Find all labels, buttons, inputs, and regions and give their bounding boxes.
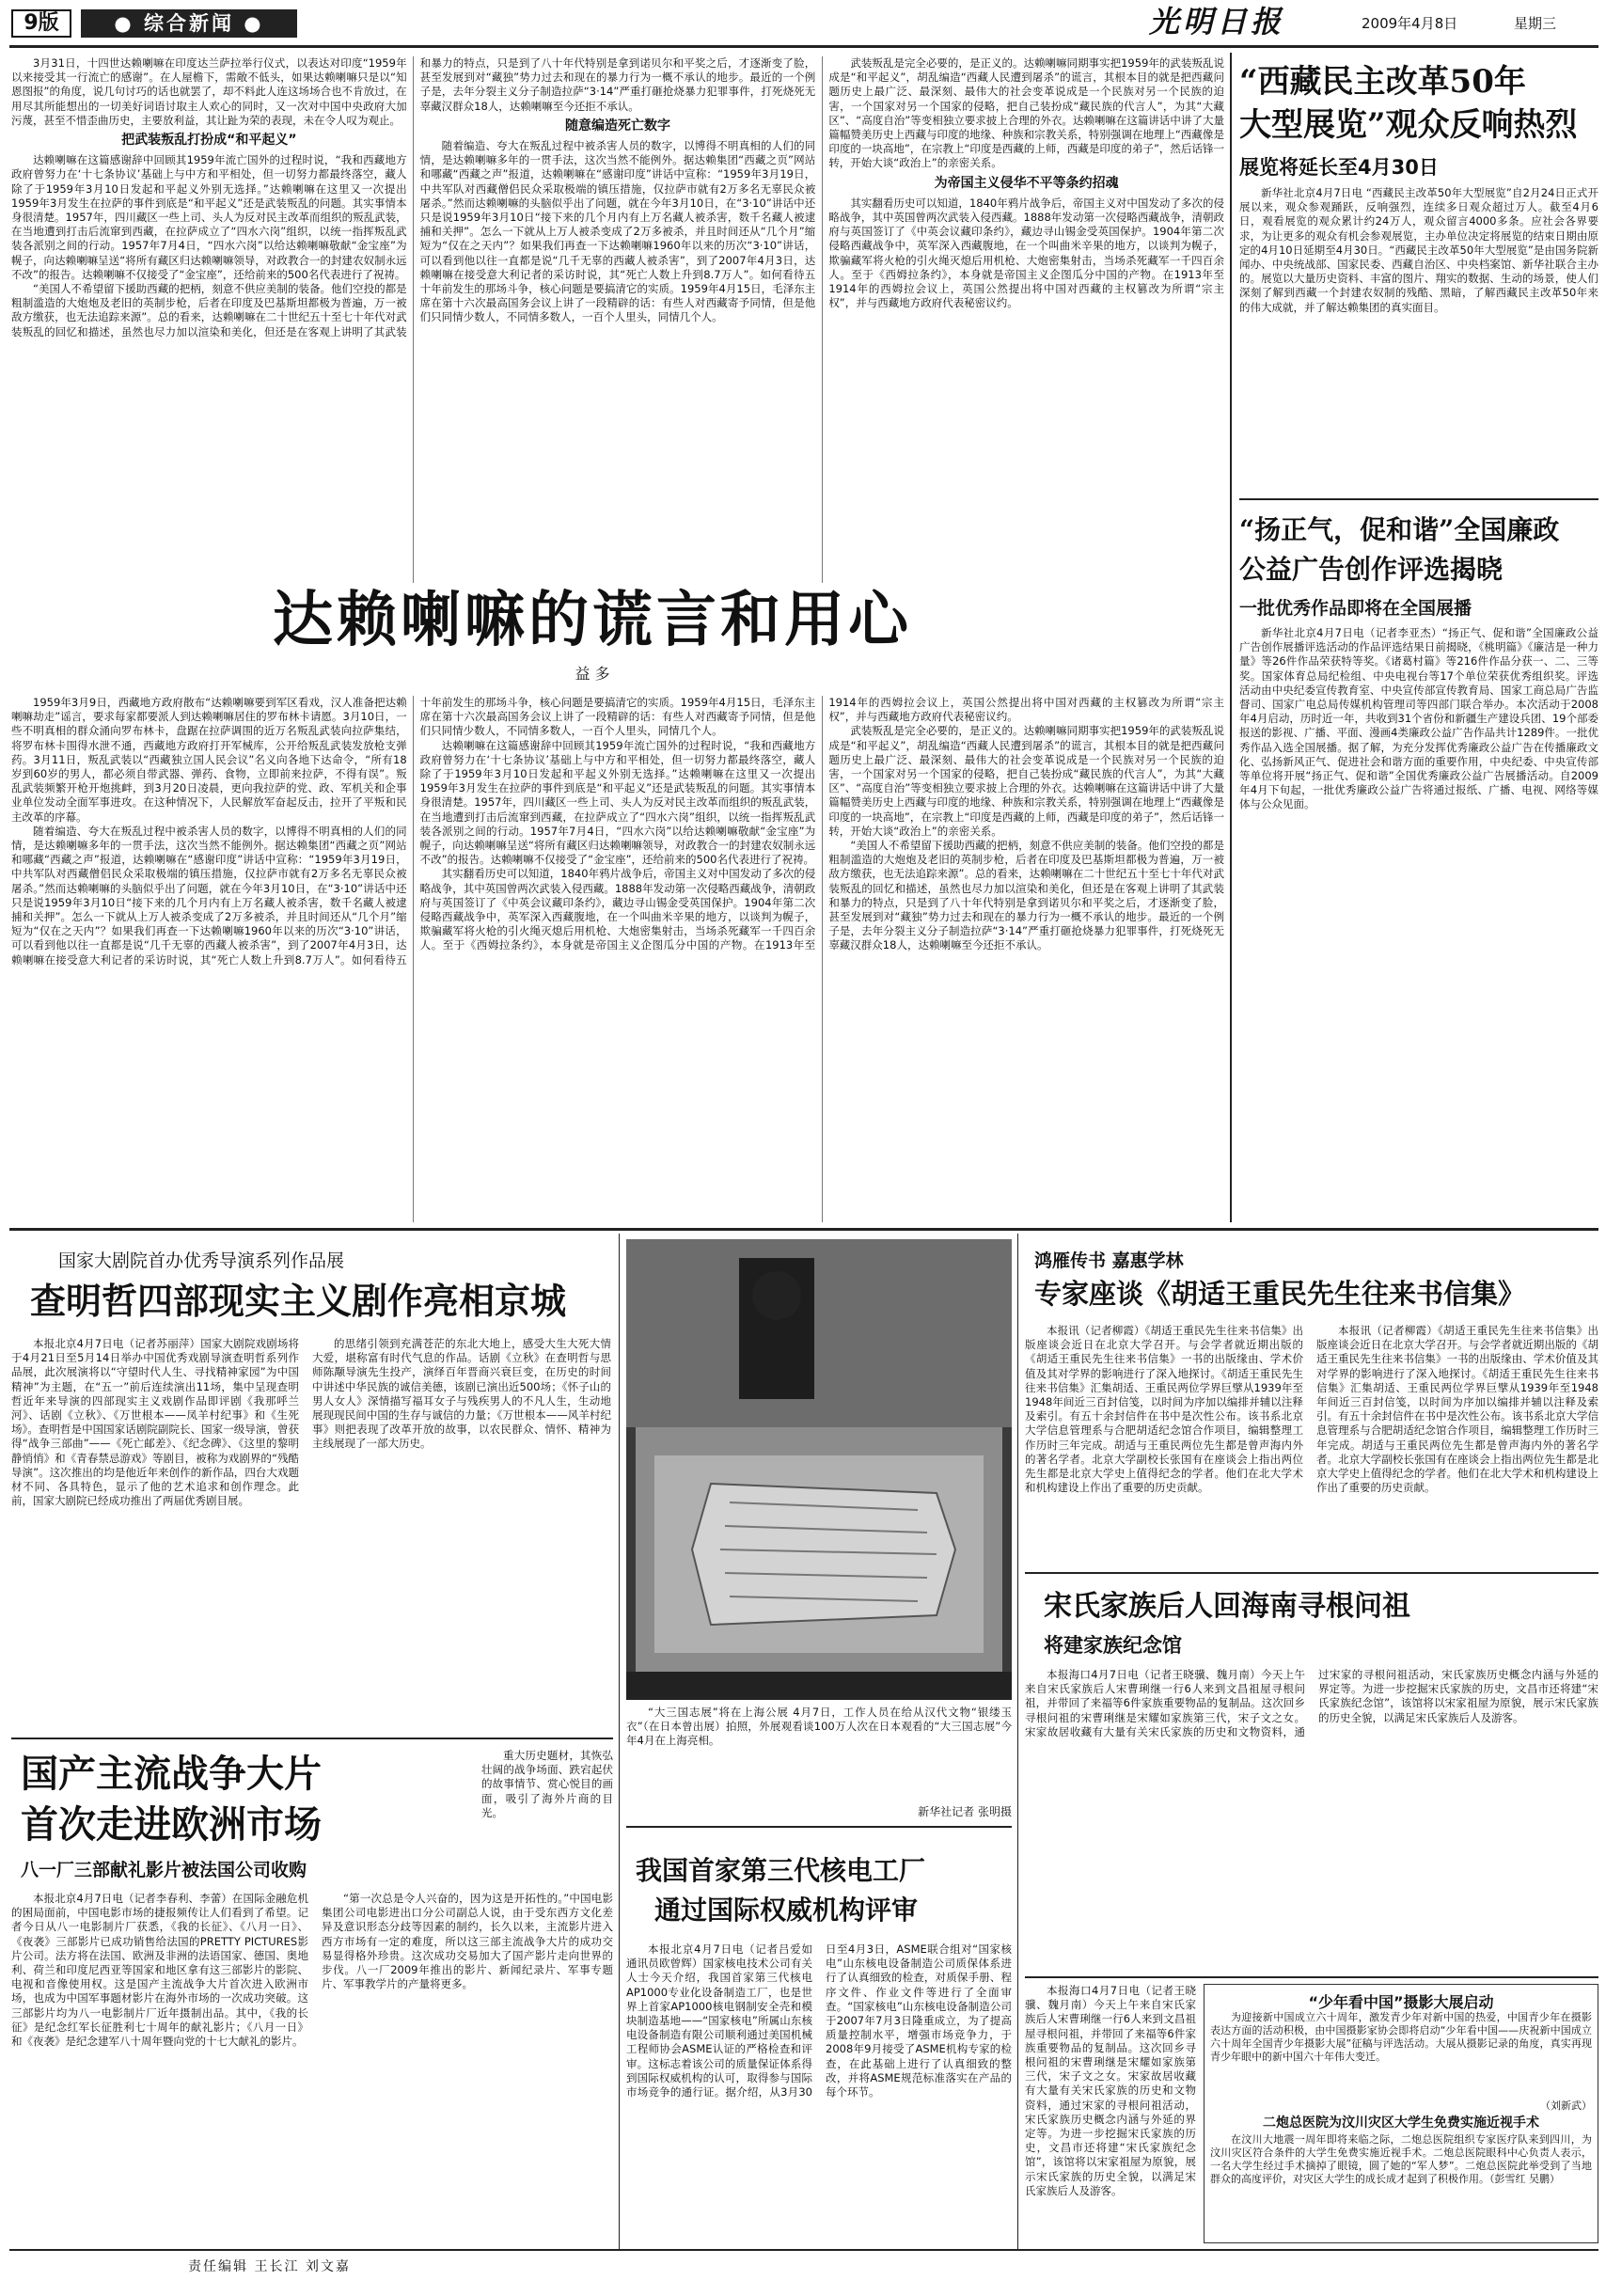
bottom-right-vrule	[1017, 1234, 1018, 2249]
song-divider	[1025, 1976, 1598, 1978]
mid-page-rule	[9, 1228, 1598, 1231]
nuclear-paragraph: 本报北京4月7日电（记者吕爱如通讯员欧曾辉）国家核电技术公司有关人士今天介绍，我国首家第三代核电AP1000专业化设备制造工厂，也是世界上首家AP1000核电钢制安全壳和模块制造基地——“国家核电”所属山东核电设备制造有限公司顺利通过美国机械工程师协会ASME认证的严格检查和评审。这标志着该公司的质量保证体系得到国际权威机构的认可，取得参与国际市场竞争的通行证。据介绍，从3月30日至4月3日，ASME联合组对“国家核电”山东核电设备制造公司质保体系进行了认真细致的检查，对质保手册、程序文件、作业文件等进行了全面审查。“国家核电”山东核电设备制造公司于2007年7月3日隆重成立，为了提高质量控制水平，增强市场竞争力，于2008年9月接受了ASME机构专家的检查，在此基础上进行了认真细致的整改，并将ASME规范标准落实在产品的每个环节。	[626, 1942, 1012, 2099]
letters-headline: 专家座谈《胡适王重民先生往来书信集》	[1034, 1278, 1526, 1310]
briefs-box	[1204, 1984, 1598, 2243]
article-song-family	[1025, 1580, 1598, 1974]
right-column-rule	[1230, 53, 1232, 1222]
issue-weekday: 星期三	[1514, 15, 1557, 32]
song-paragraph: 本报海口4月7日电（记者王晓骥、魏月南）今天上午来自宋氏家族后人宋曹琍继一行6人来到文昌祖屋寻根问祖，并带回了来福等6件家族重要物品的复制品。这次回乡寻根问祖的宋曹琍继是宋耀如家族第三代，宋子文之女。宋家故居收藏有大量有关宋氏家族的历史和文物资料，通过宋家的寻根问祖活动，宋氏家族历史概念内涵与外延的界定等。为进一步挖掘宋氏家族的历史，文昌市还将建“宋氏家族纪念馆”，该馆将以宋家祖屋为原貌，展示宋氏家族的历史全貌，以满足宋氏家族后人及游客。	[1025, 1668, 1598, 1738]
paper-name-logo: 光明日报	[1149, 4, 1285, 39]
medical-body	[1210, 2133, 1592, 2227]
film-body-right	[322, 1892, 613, 2240]
article-nuclear	[626, 1833, 1012, 2243]
footer-rule	[9, 2249, 1598, 2251]
news1-paragraph: 新华社北京4月7日电 “西藏民主改革50年大型展览”自2月24日正式开展以来，观众参观踊跃，反响强烈，连续多日观众超过万人。截至4月6日，观看展览的观众累计约24万人，观众留言4000多条。应社会各界要求，为让更多的观众有机会参观展览，主办单位决定将展览的结束日期由原定的4月10日延期至4月30日。“西藏民主改革50年大型展览”是由国务院新闻办、中央统战部、国家民委、西藏自治区、中央档案馆、新华社联合主办的。展览以大量历史资料、丰富的图片、翔实的数据、生动的场景，使人们深刻了解到西藏一个封建农奴制的残酷、黑暗，了解西藏民主改革50年来的伟大成就，并了解达赖集团的真实面目。	[1239, 186, 1598, 314]
main-paragraph: 其实翻看历史可以知道，1840年鸦片战争后，帝国主义对中国发动了多次的侵略战争，其中英国曾两次武装入侵西藏。1888年发动第一次侵略西藏战争，清朝政府与英国签订了《中英会议藏印条约》，藏边寻山锡金受英国保护。1904年第二次侵略西藏战争中，英军深入西藏腹地，在一个叫曲米辛果的地方，以谈判为幌子，欺骗藏军将火枪的引火绳灭熄后用机枪、大炮密集射击，当场杀死藏军一千四百余人。至于《西姆拉条约》，本身就是帝国主义企图瓜分中国的产物。在1913年至1914年的西姆拉会议上，英国公然提出将中国对西藏的主权篡改为所谓“宗主权”，并与西藏地方政府代表秘密议约。	[828, 196, 1224, 310]
masthead-rule	[9, 45, 1598, 48]
letters-paragraph: 本报讯（记者柳霞）《胡适王重民先生往来书信集》出版座谈会近日在北京大学召开。与会学者就近期出版的《胡适王重民先生往来书信集》一书的出版缘由、学术价值及其对学界的影响进行了深入地探讨。《胡适王重民先生往来书信集》汇集胡适、王重民两位学界巨擘从1939年至1948年间近三百封信笺，以时间为序加以编排并辅以注释及索引。有五十余封信件在书中是次性公布。该书系北京大学信息管理系与合肥胡适纪念馆合作项目，编辑整理工作历时三年完成。胡适与王重民两位先生都是曾声海内外的著名学者。北京大学副校长张国有在座谈会上指出两位先生都是北京大学史上值得纪念的学者。他们在北大学术和机构建设上作出了重要的历史贡献。	[1316, 1324, 1598, 1495]
letters-divider	[1025, 1572, 1598, 1574]
masthead	[0, 0, 1606, 45]
news1-headline-line2: 大型展览”观众反响热烈	[1239, 106, 1578, 144]
song-body	[1025, 1668, 1598, 1969]
issue-date: 2009年4月8日	[1362, 15, 1458, 32]
main-paragraph: 1959年3月9日，西藏地方政府散布“达赖喇嘛要到军区看戏，汉人准备把达赖喇嘛劫走”谣言，要求每家都要派人到达赖喇嘛居住的罗布林卡请愿。3月10日，一些不明真相的群众涌向罗布林卡，盘踞在拉萨调围的近万名叛乱武装向拉萨集结，将罗布林卡围得水泄不通，西藏地方政府打开军械库，公开给叛乱武装发放枪支弹药。3月11日，叛乱武装以“西藏独立国人民会议”名义向各地下达命令，“所有18岁到60岁的男人，都必须自带武器、弹药、食物，立即前来拉萨，不得有误”。叛乱武装频繁开枪开炮挑衅，到3月20日凌晨，更向我拉萨的党、政、军机关和企事业单位发动全面军事进攻。在这种情况下，人民解放军奋起反击，拉开了平叛和民主改革的序幕。	[11, 696, 407, 824]
main-paragraph: 达赖喇嘛在这篇感谢辞中回顾其1959年流亡国外的过程时说，“我和西藏地方政府曾努力在‘十七条协议’基础上与中方和平相处，但一切努力都最终落空，藏人除了于1959年3月10日发起和平起义外别无选择。”达赖喇嘛在这里又一次提出1959年3月发生在拉萨的事件到底是“和平起义”还是武装叛乱的问题。其实事情本身很清楚。1957年，四川藏区一些上司、头人为反对民主改革而组织的叛乱武装，在当地遭到打击后流窜到西藏，在拉萨成立了“四水六岗”组织，以统一指挥叛乱武装各派别之间的行动。1957年7月4日，“四水六岗”以给达赖喇嘛敬献“金宝座”为幌子，向达赖喇嘛呈送“将所有藏区归达赖喇嘛领导，对政教合一的封建农奴制永远不改”的报告。达赖喇嘛不仅接受了“金宝座”，还给前来的500名代表进行了祝祷。	[419, 738, 816, 867]
news1-headline-line1: “西藏民主改革50年	[1239, 63, 1526, 101]
section-label: ● 综合新闻 ●	[81, 9, 297, 38]
main-paragraph: 武装叛乱是完全必要的，是正义的。达赖喇嘛同期事实把1959年的武装叛乱说成是“和平起义”，胡乱编造“西藏人民遭到屠杀”的谎言，其根本目的就是把西藏问题历史上最广泛、最深刻、最伟大的社会变革说成是一个民族对另一个民族的迫害，一个国家对另一个国家的侵略，把自己装扮成“藏民族的代言人”，为其“大藏区”、“高度自治”等变相独立要求披上合理的外衣。达赖喇嘛在这篇讲话中讲了大量篇幅赞美历史上西藏与印度的地缘、种族和宗教关系，特别强调在地理上“西藏像是印度的一块高地”，在宗教上“印度是西藏的上师，西藏是印度的弟子”，然后话锋一转，开始大谈“政治上”的亲密关系。	[828, 724, 1224, 838]
main-paragraph: 随着编造、夸大在叛乱过程中被杀害人员的数字，以博得不明真相的人们的同情，是达赖喇嘛多年的一贯手法，这次当然不能例外。据达赖集团“西藏之页”网站和哪藏“西藏之声”报道，达赖喇嘛在“感谢印度”讲话中宣称：“1959年3月19日，中共军队对西藏僧侣民众采取极端的镇压措施，仅拉萨市就有2万多名无辜民众被屠杀。”然而达赖喇嘛的头脑似乎出了问题，就在今年3月10日，在“3·10”讲话中还只是说1959年3月10日“接下来的几个月内有上万名藏人被杀害，数千名藏人被逮捕和关押”。怎么一下就从上万人被杀变成了2万多被杀，并且时间还从“几个月”缩短为“仅在之天内”？如果我们再查一下达赖喇嘛1960年以来的历次“3·10”讲话，可以看到他以往一直都是说“几千无辜的西藏人被杀害”，到了2007年4月3日，达赖喇嘛在接受意大利记者的采访时说，其“死亡人数上升到8.7万人”。如何看待五十年前发生的那场斗争，核心问题是要搞清它的实质。1959年4月15日，毛泽东主席在第十六次最高国务会议上讲了一段精辟的话：有些人对西藏寄予同情，但是他们只同情少数人，不同情多数人，一百个人里头，同情几个人。	[419, 139, 816, 324]
nuclear-body	[626, 1942, 1012, 2241]
main-author: 益 多	[575, 665, 610, 683]
photo-contest-body	[1210, 2011, 1592, 2098]
main-headline-box	[226, 583, 959, 686]
main-headline: 达赖喇嘛的谎言和用心	[273, 585, 912, 655]
main-paragraph: “美国人不希望留下援助西藏的把柄，刻意不供应美制的装备。他们空投的都是粗制滥造的大炮炮及老旧的英制步枪，后者在印度及巴基斯坦都极为普遍，万一被敌方缴获，也无法追踪来源”。总的看来，达赖喇嘛在二十世纪五十至七十年代对武装叛乱的回忆和描述，虽然也尽力加以渲染和美化，但还是在客观上讲明了其武装和暴力的特点，只是到了八十年代特别是拿到诺贝尔和平奖之后，才逐渐变了脸，甚至发展到对“藏独”势力过去和现在的暴力行为一概不承认的地步。最近的一个例子是，去年分裂主义分子制造拉萨“3·14”严重打砸抢烧暴力犯罪事件，打死烧死无辜藏汉群众18人，达赖喇嘛至今还拒不承认。	[11, 56, 816, 338]
page-number-badge	[11, 9, 71, 38]
page-number: 9版	[24, 11, 59, 35]
nuclear-headline-line1: 我国首家第三代核电工厂	[636, 1855, 926, 1886]
news-tibet-exhibition	[1239, 56, 1598, 498]
main-subhead-1: 把武装叛乱打扮成“和平起义”	[121, 133, 297, 149]
film-paragraph: 本报北京4月7日电（记者李春利、李蕾）在国际金融危机的困局面前，中国电影市场的捷报频传让人们看到了希望。记者今日从八一电影制片厂获悉，《我的长征》、《八月一日》、《夜袭》三部影片已成功销售给法国的PRETTY PICTURES影片公司。法方将在法国、欧洲及非洲的法语国家、德国、奥地利、荷兰和印度尼西亚等国家和地区拿有这三部影片的影院、电视和音像使用权。这是国产主流战争大片首次进入欧洲市场，也成为中国军事题材影片在海外市场的一次成功突破。这三部影片均为八一电影制片厂近年摄制出品。其中，《我的长征》是纪念红军长征胜利七十周年的献礼影片；《八月一日》和《夜袭》是纪念建军八十周年暨向党的十七大献礼的影片。	[11, 1892, 308, 2049]
main-paragraph-intro: 3月31日，十四世达赖喇嘛在印度达兰萨拉举行仪式，以表达对印度“1959年以来接受其一行流亡的感谢”。在人屋檐下，需敞不低头，如果达赖喇嘛只是以“知恩图报”的角度，说几句讨巧的话也就罢了，却不料此人连这场场合也不肯放过，在用尽其所能想出的一切美好词语讨取主人欢心的同时，又一次对中国中央政府大加污蔑，甚至不惜歪曲历史，主要放利益，其让趾为荣的表现，未在令人叹为观止。	[11, 56, 407, 127]
drama-divider	[11, 1738, 613, 1739]
news2-paragraph: 新华社北京4月7日电（记者李亚杰）“扬正气、促和谐”全国廉政公益广告创作展播评选活动的作品评选结果日前揭晓，《桃明篇》《廉洁是一种力量》等26件作品荣获特等奖。《诸葛村篇》等216件作品分获一、二、三等奖。国家体育总局纪检组、中央电视台等17个单位荣获优秀组织奖。评选活动由中央纪委宣传教育室、中央宣传部宣传教育局、国家工商总局广告监督司、国家广电总局传媒机构管理司等四部门联合举办。本次活动于2008年4月启动，历时近一年，共收到31个省份和新疆生产建设兵团、19个部委报送的影视、广播、平面、漫画4类廉政公益广告作品共计1289件。一批优秀作品入选全国展播。据了解，为充分发挥优秀廉政公益广告在传播廉政文化、弘扬新风正气、促进社会和谐方面的重要作用，中央纪委、中央宣传部等单位将开展“扬正气、促和谐”全国优秀廉政公益广告展播活动。自2009年4月下旬起，一批优秀廉政公益广告将通过报纸、广播、电视、网络等媒体与公众见面。	[1239, 626, 1598, 811]
medical-headline: 二炮总医院为汶川灾区大学生免费实施近视手术	[1263, 2115, 1539, 2131]
drama-headline: 查明哲四部现实主义剧作亮相京城	[30, 1280, 567, 1322]
news2-body	[1239, 626, 1598, 1209]
main-paragraph: “美国人不希望留下援助西藏的把柄，刻意不供应美制的装备。他们空投的都是粗制滥造的大炮炮及老旧的英制步枪，后者在印度及巴基斯坦都极为普遍，万一被敌方缴获，也无法追踪来源”。总的看来，达赖喇嘛在二十世纪五十至七十年代对武装叛乱的回忆和描述，虽然也尽力加以渲染和美化，但还是在客观上讲明了其武装和暴力的特点，只是到了八十年代特别是拿到诺贝尔和平奖之后，才逐渐变了脸，甚至发展到对“藏独”势力过去和现在的暴力行为一概不承认的地步。最近的一个例子是，去年分裂主义分子制造拉萨“3·14”严重打砸抢烧暴力犯罪事件，打死烧死无辜藏汉群众18人，达赖喇嘛至今还拒不承认。	[828, 839, 1224, 952]
main-article-bottom-columns	[11, 696, 1224, 1222]
song-continuation	[1025, 1984, 1196, 2243]
photo-caption-text: “大三国志展”将在上海公展 4月7日，工作人员在给从汉代文物“银缕玉衣”（在日本曾出展）拍照，外展观看谈100万人次在日本观看的“大三国志展”今年4月在上海亮相。	[626, 1706, 1012, 1748]
letters-kicker: 鸿雁传书 嘉惠学林	[1034, 1250, 1184, 1271]
film-paragraph: 重大历史题材，其恢弘壮阔的战争场面、跌宕起伏的故事情节、赏心悦目的画面，吸引了海外片商的目光。	[481, 1749, 613, 1819]
film-paragraph: “第一次总是令人兴奋的，因为这是开拓性的。”中国电影集团公司电影进出口分公司副总人说，由于受东西方文化差异及意识形态分歧等因素的制约，长久以来，主流影片进入西方市场有一定的难度，所以这三部主流战争大片的成功交易显得格外珍贵。这次成功交易加大了国产影片走向世界的步伐。八一厂2009年推出的影片、新闻纪录片、军事专题片、军事教学片的产量将更多。	[322, 1892, 613, 1991]
film-body-left	[11, 1892, 308, 2240]
news2-headline-line1: “扬正气，促和谐”全国廉政	[1239, 514, 1560, 545]
bottom-left-vrule	[619, 1234, 620, 2249]
main-paragraph: 其实翻看历史可以知道，1840年鸦片战争后，帝国主义对中国发动了多次的侵略战争，其中英国曾两次武装入侵西藏。1888年发动第一次侵略西藏战争，清朝政府与英国签订了《中英会议藏印条约》，藏边寻山锡金受英国保护。1904年第二次侵略西藏战争中，英军深入西藏腹地，在一个叫曲米辛果的地方，以谈判为幌子，欺骗藏军将火枪的引火绳灭熄后用机枪、大炮密集射击，当场杀死藏军一千四百余人。至于《西姆拉条约》，本身就是帝国主义企图瓜分中国的产物。在1913年至1914年的西姆拉会议上，英国公然提出将中国对西藏的主权篡改为所谓“宗主权”，并与西藏地方政府代表秘密议约。	[419, 696, 1224, 952]
news1-body	[1239, 186, 1598, 487]
photo-contest-paragraph: 为迎接新中国成立六十周年，激发青少年对新中国的热爱，中国青少年在摄影表达方面的活动积极，由中国摄影家协会即将启动“少年看中国——庆祝新中国成立六十周年全国青少年摄影大展”征稿与评选活动。大展从摄影记录的角度，真实再现青少年眼中的新中国六十年伟大变迁。	[1210, 2011, 1592, 2063]
nuclear-headline-line2: 通过国际权威机构评审	[654, 1895, 919, 1926]
news1-subtitle: 展览将延长至4月30日	[1239, 156, 1439, 179]
photo-contest-headline: “少年看中国”摄影大展启动	[1308, 1993, 1494, 2011]
letters-body-left	[1025, 1324, 1303, 1566]
drama-body-left	[11, 1337, 299, 1728]
article-letters	[1025, 1239, 1598, 1568]
letters-paragraph: 本报讯（记者柳霞）《胡适王重民先生往来书信集》出版座谈会近日在北京大学召开。与会学者就近期出版的《胡适王重民先生往来书信集》一书的出版缘由、学术价值及其对学界的影响进行了深入地探讨。《胡适王重民先生往来书信集》汇集胡适、王重民两位学界巨擘从1939年至1948年间近三百封信笺，以时间为序加以编排并辅以注释及索引。有五十余封信件在书中是次性公布。该书系北京大学信息管理系与合肥胡适纪念馆合作项目，编辑整理工作历时三年完成。胡适与王重民两位先生都是曾声海内外的著名学者。北京大学副校长张国有在座谈会上指出两位先生都是北京大学史上值得纪念的学者。他们在北大学术和机构建设上作出了重要的历史贡献。	[1025, 1324, 1303, 1495]
article-drama	[11, 1239, 613, 1736]
main-paragraph: 达赖喇嘛在这篇感谢辞中回顾其1959年流亡国外的过程时说，“我和西藏地方政府曾努力在‘十七条协议’基础上与中方和平相处，但一切努力都最终落空，藏人除了于1959年3月10日发起和平起义外别无选择。”达赖喇嘛在这里又一次提出1959年3月发生在拉萨的事件到底是“和平起义”还是武装叛乱的问题。其实事情本身很清楚。1957年，四川藏区一些上司、头人为反对民主改革而组织的叛乱武装，在当地遭到打击后流窜到西藏，在拉萨成立了“四水六岗”组织，以统一指挥叛乱武装各派别之间的行动。1957年7月4日，“四水六岗”以给达赖喇嘛敬献“金宝座”为幌子，向达赖喇嘛呈送“将所有藏区归达赖喇嘛领导，对政教合一的封建农奴制永远不改”的报告。达赖喇嘛不仅接受了“金宝座”，还给前来的500名代表进行了祝祷。	[11, 153, 407, 281]
film-headline-line2: 首次走进欧洲市场	[21, 1802, 322, 1847]
drama-kicker: 国家大剧院首办优秀导演系列作品展	[58, 1250, 345, 1271]
main-subhead-2: 为帝国主义侵华不平等条约招魂	[934, 175, 1119, 191]
letters-body-right	[1316, 1324, 1598, 1566]
photo-divider	[626, 1826, 1012, 1828]
article-film	[11, 1745, 613, 2243]
news-divider	[1239, 498, 1598, 500]
news-anti-corruption-ads	[1239, 508, 1598, 1222]
news2-subtitle: 一批优秀作品即将在全国展播	[1239, 598, 1472, 619]
song-headline: 宋氏家族后人回海南寻根问祖	[1044, 1590, 1410, 1623]
news2-headline-line2: 公益广告创作评选揭晓	[1239, 554, 1504, 585]
main-paragraph: 武装叛乱是完全必要的，是正义的。达赖喇嘛同期事实把1959年的武装叛乱说成是“和平起义”，胡乱编造“西藏人民遭到屠杀”的谎言，其根本目的就是把西藏问题历史上最广泛、最深刻、最伟大的社会变革说成是一个民族对另一个民族的迫害，一个国家对另一个国家的侵略，把自己装扮成“藏民族的代言人”，为其“大藏区”、“高度自治”等变相独立要求披上合理的外衣。达赖喇嘛在这篇讲话中讲了大量篇幅赞美历史上西藏与印度的地缘、种族和宗教关系，特别强调在地理上“西藏像是印度的一块高地”，在宗教上“印度是西藏的上师，西藏是印度的弟子”，然后话锋一转，开始大谈“政治上”的亲密关系。	[828, 56, 1224, 170]
drama-paragraph: 本报北京4月7日电（记者苏丽萍）国家大剧院戏剧场将于4月21日至5月14日举办中国优秀戏剧导演查明哲系列作品展，此次展演将以“守望时代人生、寻找精神家园”为中国精神”为主题，在“五一”前后连续演出11场，集中呈现查明哲近年来导演的四部现实主义戏剧作品即评剧《我那呼兰河》、话剧《立秋》、《万世根本——凤羊村纪事》和《生死场》。查明哲是中国国家话剧院副院长、国家一级导演，曾获得“战争三部曲”——《死亡邮差》、《纪念碑》、《这里的黎明静悄悄》和《青春禁忌游戏》等剧目，被称为戏剧界的“残酷导演”。这次推出的均是他近年来创作的新作品，四台大戏题材不同、各具特色，显示了他的艺术追求和创作理念。此前，国家大剧院已经成功推出了两届优秀剧目展。	[11, 1337, 299, 1508]
photo-credit: 新华社记者 张明摄	[918, 1805, 1012, 1818]
drama-paragraph: 的思绪引领到充满苍茫的东北大地上，感受大生大死大情大爱，堪称富有时代气息的作品。话剧《立秋》在查明哲与思师陈颙导演先生投产，演绎百年晋商兴衰巨变，在历史的时间中讲述中华民族的诚信美德，该剧已演出近500场；《怀子山的男人女人》深情描写福耳女子与残疾男人的不凡人生，生动地展现现民间中国的生存与诚信的力量；《万世根本——风羊村纪事》则把表现了改革开放的故事，以农民群众、情怀、精神为主线展现了一部大历史。	[312, 1337, 611, 1451]
photo-contest-credit: （刘新武）	[1540, 2099, 1592, 2112]
drama-body-right	[312, 1337, 611, 1728]
film-headline-line1: 国产主流战争大片	[21, 1752, 322, 1796]
medical-paragraph: 在汶川大地震一周年即将来临之际，二炮总医院组织专家医疗队来到四川，为汶川灾区符合条件的大学生免费实施近视手术。二炮总医院眼科中心负责人表示，一名大学生经过手术摘掉了眼镜，圆了她的“军人梦”。二炮总医院此举受到了当地群众的高度评价，对灾区大学生的成长成才起到了积极作用。（彭雪红 吴鹏）	[1210, 2133, 1592, 2185]
main-article-top-columns	[11, 56, 1224, 583]
main-paragraph: 随着编造、夸大在叛乱过程中被杀害人员的数字，以博得不明真相的人们的同情，是达赖喇嘛多年的一贯手法，这次当然不能例外。据达赖集团“西藏之页”网站和哪藏“西藏之声”报道，达赖喇嘛在“感谢印度”讲话中宣称：“1959年3月19日，中共军队对西藏僧侣民众采取极端的镇压措施，仅拉萨市就有2万多名无辜民众被屠杀。”然而达赖喇嘛的头脑似乎出了问题，就在今年3月10日，在“3·10”讲话中还只是说1959年3月10日“接下来的几个月内有上万名藏人被杀害，数千名藏人被逮捕和关押”。怎么一下就从上万人被杀变成了2万多被杀，并且时间还从“几个月”缩短为“仅在之天内”？如果我们再查一下达赖喇嘛1960年以来的历次“3·10”讲话，可以看到他以往一直都是说“几千无辜的西藏人被杀害”，到了2007年4月3日，达赖喇嘛在接受意大利记者的采访时说，其“死亡人数上升到8.7万人”。如何看待五十年前发生的那场斗争，核心问题是要搞清它的实质。1959年4月15日，毛泽东主席在第十六次最高国务会议上讲了一段精辟的话：有些人对西藏寄予同情，但是他们只同情少数人，不同情多数人，一百个人里头，同情几个人。	[11, 696, 816, 967]
film-side-text	[481, 1749, 613, 1890]
photo-block	[626, 1239, 1012, 1822]
photo-caption	[626, 1706, 1012, 1800]
song-subtitle: 将建家族纪念馆	[1044, 1634, 1182, 1657]
footer-editor: 责任编辑 王长江 刘文嘉	[188, 2259, 351, 2274]
film-subtitle: 八一厂三部献礼影片被法国公司收购	[21, 1860, 307, 1880]
main-subhead-3: 随意编造死亡数字	[564, 118, 670, 134]
jade-suit-photo	[626, 1239, 1012, 1700]
song-paragraph: 本报海口4月7日电（记者王晓骥、魏月南）今天上午来自宋氏家族后人宋曹琍继一行6人来到文昌祖屋寻根问祖，并带回了来福等6件家族重要物品的复制品。这次回乡寻根问祖的宋曹琍继是宋耀如家族第三代，宋子文之女。宋家故居收藏有大量有关宋氏家族的历史和文物资料，通过宋家的寻根问祖活动，宋氏家族历史概念内涵与外延的界定等。为进一步挖掘宋氏家族的历史，文昌市还将建“宋氏家族纪念馆”，该馆将以宋家祖屋为原貌，展示宋氏家族的历史全貌，以满足宋氏家族后人及游客。	[1025, 1984, 1196, 2197]
